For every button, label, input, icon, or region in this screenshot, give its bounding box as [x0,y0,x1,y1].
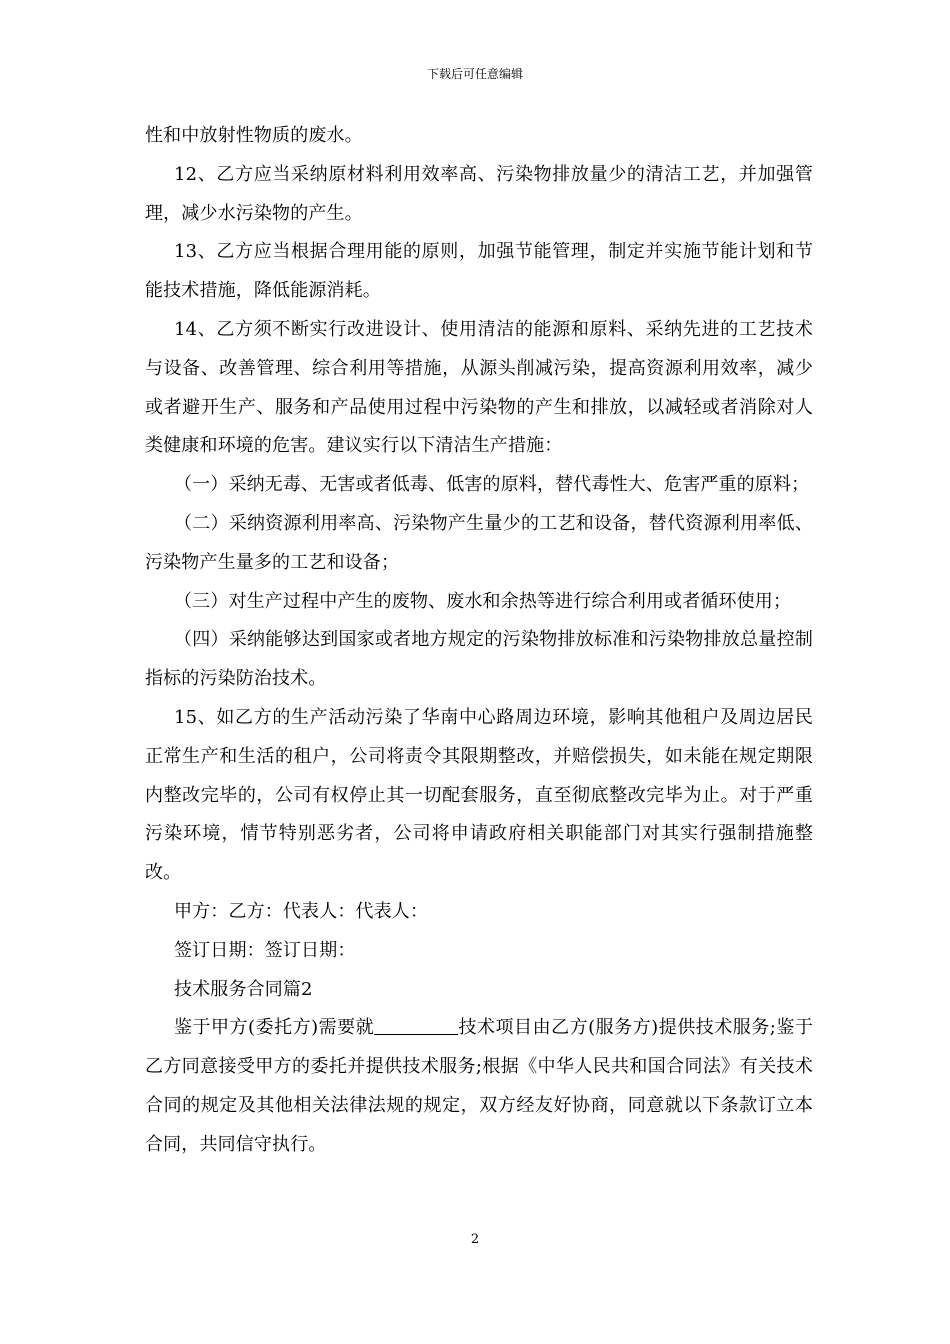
section-title: 技术服务合同篇2 [174,978,313,1000]
preamble-paragraph [145,1009,813,1164]
date-line: 签订日期：签订日期： [174,939,356,961]
preamble-start: 鉴于甲方(委托方)需要就 [174,1017,375,1039]
measure-3: （三）对生产过程中产生的废物、废水和余热等进行综合利用或者循环使用； [174,590,792,612]
preamble-rest: 技术项目由乙方(服务方)提供技术服务;鉴于乙方同意接受甲方的委托并提供技术服务;根据《中华人民共和国合同法》有关技术合同的规定及其他相关法律法规的规定，双方经友好协商，同意就以下条款订立本合同，共同信守执行。 [145,1017,813,1155]
clause-15: 15、如乙方的生产活动污染了华南中心路周边环境，影响其他租户及周边居民正常生产和生活的租户，公司将责令其限期整改，并赔偿损失，如未能在规定期限内整改完毕的，公司有权停止其一切配套服务，直至彻底整改完毕为止。对于严重污染环境，情节特别恶劣者，公司将申请政府相关职能部门对其实行强制措施整改。 [145,706,813,884]
page-header: 下载后可任意编辑 [426,67,523,81]
measure-4: （四）采纳能够达到国家或者地方规定的污染物排放标准和污染物排放总量控制指标的污染防治技术。 [145,629,813,690]
page-number: 2 [470,1232,480,1247]
blank-underline [374,1016,458,1035]
paragraph-continuation: 性和中放射性物质的废水。 [145,125,363,146]
clause-14: 14、乙方须不断实行改进设计、使用清洁的能源和原料、采纳先进的工艺技术与设备、改善管理、综合利用等措施，从源头削减污染，提高资源利用效率，减少或者避开生产、服务和产品使用过程中污染物的产生和排放，以减轻或者消除对人类健康和环境的危害。建议实行以下清洁生产措施： [145,318,813,457]
document-body [145,117,813,1165]
measure-2: （二）采纳资源利用率高、污染物产生量少的工艺和设备，替代资源利用率低、污染物产生量多的工艺和设备； [145,512,813,573]
clause-12: 12、乙方应当采纳原材料利用效率高、污染物排放量少的清洁工艺，并加强管理，减少水污染物的产生。 [145,163,813,224]
clause-13: 13、乙方应当根据合理用能的原则，加强节能管理，制定并实施节能计划和节能技术措施，降低能源消耗。 [145,241,813,302]
signature-line: 甲方：乙方：代表人：代表人： [174,900,429,922]
measure-1: （一）采纳无毒、无害或者低毒、低害的原料，替代毒性大、危害严重的原料； [174,474,810,496]
